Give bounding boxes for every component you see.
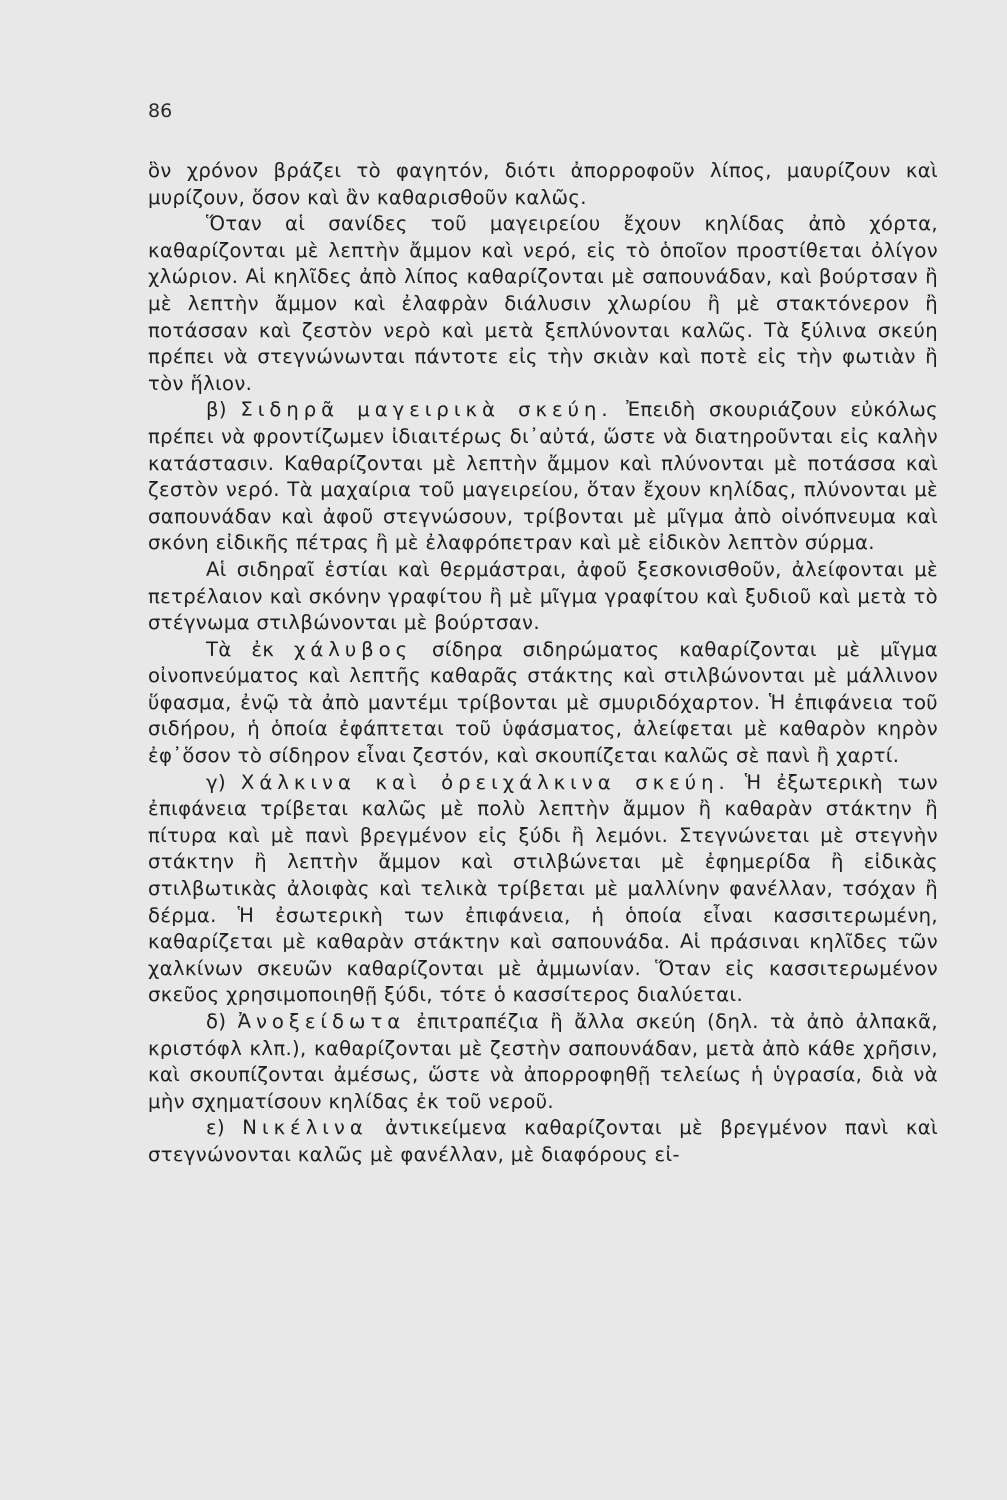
paragraph-3 [148, 397, 938, 557]
paragraph-1 [148, 158, 938, 211]
paragraph-7-heading: Ἀνοξείδωτα [237, 1010, 406, 1033]
paragraph-6 [148, 770, 938, 1009]
paragraph-5-text: σίδηρα σιδηρώματος καθαρίζονται μὲ μῖγμα οἰνοπνεύματος καὶ λεπτῆς καθαρᾶς στάκτης καὶ στιλβώνονται μὲ μάλλινον ὕφασμα, ἐνῷ τὰ ἀπὸ μαντέμι τρίβονται μὲ σμυριδόχαρτον. Ἡ ἐπιφάνεια τοῦ σιδήρου, ἡ ὁποία ἐφάπτεται τοῦ ὑφάσματος, ἀλείφεται μὲ καθαρὸν κηρὸν ἐφ᾽ὅσον τὸ σίδηρον εἶναι ζεστόν, καὶ σκουπίζεται καλῶς σὲ πανὶ ἢ χαρτί. [148, 637, 938, 768]
paragraph-4 [148, 557, 938, 637]
paragraph-7 [148, 1009, 938, 1115]
paragraph-5-lead: Τὰ ἐκ [206, 637, 294, 661]
paragraph-6-text: Ἡ ἐξωτερικὴ των ἐπιφάνεια τρίβεται καλῶς μὲ πολὺ λεπτὴν ἄμμον ἢ καθαρὰν στάκτην ἢ πίτυρα καὶ μὲ πανὶ βρεγμένον εἰς ξύδι ἢ λεμόνι. Στεγνώνεται μὲ στεγνὴν στάκτην ἢ λεπτὴν ἄμμον καὶ στιλβώνεται μὲ ἐφημερίδα ἢ εἰδικὰς στιλβωτικὰς ἀλοιφὰς καὶ τελικὰ τρίβεται μὲ μαλλίνην φανέλλαν, τσόχαν ἢ δέρμα. Ἡ ἐσωτερικὴ των ἐπιφάνεια, ἡ ὁποία εἶναι κασσιτερωμένη, καθαρίζεται μὲ καθαρὰν στάκτην καὶ σαπουνάδα. Αἱ πράσιναι κηλῖδες τῶν χαλκίνων σκευῶν καθαρίζονται μὲ ἀμμωνίαν. Ὅταν εἰς κασσιτερωμένον σκεῦος χρησιμοποιηθῇ ξύδι, τότε ὁ κασσίτερος διαλύεται. [148, 770, 939, 1007]
page-number: 86 [148, 100, 173, 122]
paragraph-6-lead: γ) [206, 770, 241, 794]
paragraph-8-heading: Νικέλινα [242, 1116, 368, 1140]
paragraph-8-text: ἀντικείμενα καθαρίζονται μὲ βρεγμένον πανὶ καὶ στεγνώνονται καλῶς μὲ φανέλλαν, μὲ διαφόρους εἰ- [148, 1116, 938, 1166]
paragraph-4-text: Αἱ σιδηραῖ ἑστίαι καὶ θερμάστραι, ἀφοῦ ξεσκονισθοῦν, ἀλείφονται μὲ πετρέλαιον καὶ σκόνην γραφίτου ἢ μὲ μῖγμα γραφίτου καὶ ξυδιοῦ καὶ μετὰ τὸ στέγνωμα στιλβώνονται μὲ βούρτσαν. [148, 557, 938, 635]
paragraph-1-text: ὃν χρόνον βράζει τὸ φαγητόν, διότι ἀπορροφοῦν λίπος, μαυρίζουν καὶ μυρίζουν, ὅσον καὶ ἂν καθαρισθοῦν καλῶς. [148, 159, 938, 209]
body-text [148, 158, 938, 1169]
paragraph-3-lead: β) [206, 398, 241, 422]
paragraph-7-lead: δ) [206, 1010, 238, 1033]
paragraph-8-lead: ε) [206, 1116, 243, 1140]
paragraph-2-text: Ὅταν αἱ σανίδες τοῦ μαγειρείου ἔχουν κηλίδας ἀπὸ χόρτα, καθαρίζονται μὲ λεπτὴν ἄμμον καὶ νερό, εἰς τὸ ὁποῖον προστίθεται ὀλίγον χλώριον. Αἱ κηλῖδες ἀπὸ λίπος καθαρίζονται μὲ σαπουνάδαν, καὶ βούρτσαν ἢ μὲ λεπτὴν ἄμμον καὶ ἐλαφρὰν διάλυσιν χλωρίου ἢ μὲ στακτόνερον ἢ ποτάσσαν καὶ ζεστὸν νερὸ καὶ μετὰ ξεπλύνονται καλῶς. Τὰ ξύλινα σκεύη πρέπει νὰ στεγνώνωνται πάντοτε εἰς τὴν σκιὰν καὶ ποτὲ εἰς τὴν φωτιὰν ἢ τὸν ἥλιον. [148, 212, 938, 395]
paragraph-2 [148, 211, 938, 397]
paragraph-5 [148, 637, 938, 770]
paragraph-8 [148, 1115, 938, 1168]
paragraph-7-text: ἐπιτραπέζια ἢ ἄλλα σκεύη (δηλ. τὰ ἀπὸ ἀλπακᾶ, κριστόφλ κλπ.), καθαρίζονται μὲ ζεστὴν σαπουνάδαν, μετὰ ἀπὸ κάθε χρῆσιν, καὶ σκουπίζονται ἀμέσως, ὥστε νὰ ἀπορροφηθῇ τελείως ἡ ὑγρασία, διὰ νὰ μὴν σχηματίσουν κηλίδας ἐκ τοῦ νεροῦ. [148, 1010, 938, 1113]
paragraph-6-heading: Χάλκινα καὶ ὀρειχάλκινα σκεύη. [240, 770, 730, 794]
paragraph-3-text: Ἐπειδὴ σκουριάζουν εὐκόλως πρέπει νὰ φροντίζωμεν ἰδιαιτέρως δι᾽αὐτά, ὥστε νὰ διατηροῦνται εἰς καλὴν κατάστασιν. Καθαρίζονται μὲ λεπτὴν ἄμμον καὶ πλύνονται μὲ ποτάσσα καὶ ζεστὸν νερό. Τὰ μαχαίρια τοῦ μαγειρείου, ὅταν ἔχουν κηλίδας, πλύνονται μὲ σαπουνάδαν καὶ ἀφοῦ στεγνώσουν, τρίβονται μὲ μῖγμα ἀπὸ οἰνόπνευμα καὶ σκόνη εἰδικῆς πέτρας ἢ μὲ ἐλαφρόπετραν καὶ μὲ εἰδικὸν λεπτὸν σύρμα. [148, 398, 938, 555]
paragraph-5-heading: χάλυβος [294, 637, 413, 661]
paragraph-3-heading: Σιδηρᾶ μαγειρικὰ σκεύη. [240, 398, 613, 422]
